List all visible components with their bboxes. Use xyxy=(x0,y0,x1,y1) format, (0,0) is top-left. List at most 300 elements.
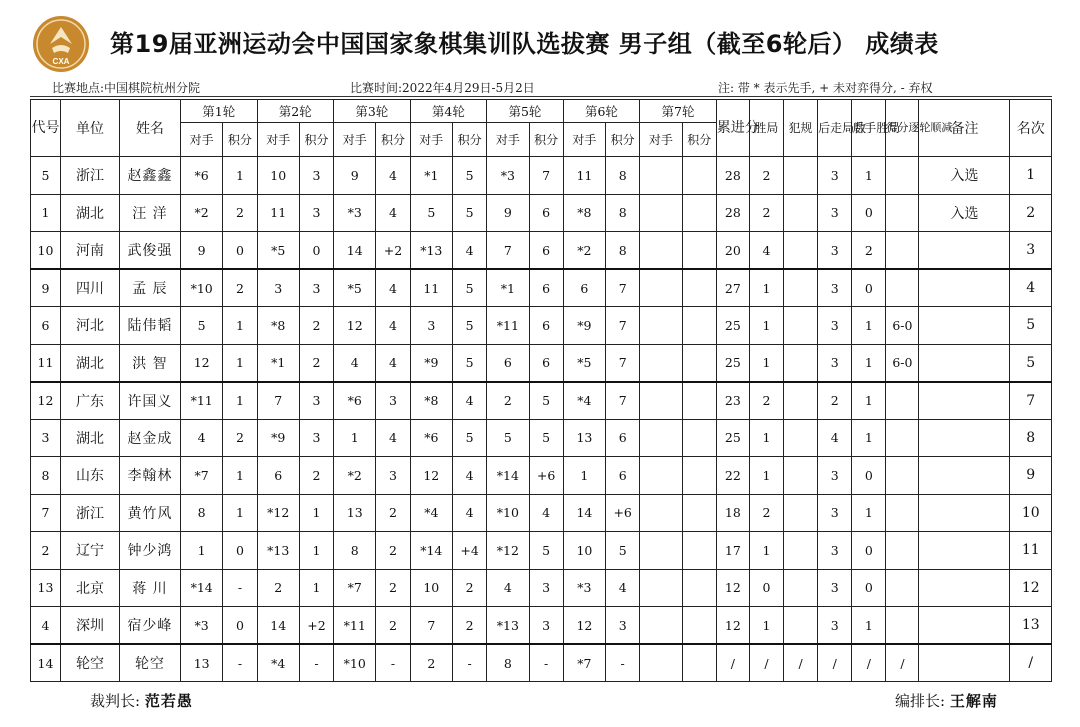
cell-opponent: 2 xyxy=(257,569,299,607)
cell-code: 5 xyxy=(31,157,61,195)
cell-score: 7 xyxy=(606,382,640,420)
cell-decrease: 6-0 xyxy=(886,307,919,345)
cell-rank: 12 xyxy=(1010,569,1052,607)
cell-opponent: *12 xyxy=(487,532,529,570)
cell-score: - xyxy=(376,644,410,682)
cell-opponent: 11 xyxy=(410,269,452,307)
cell-wins: 0 xyxy=(749,569,783,607)
header-score: 积分 xyxy=(682,123,716,157)
cell-score: 8 xyxy=(606,157,640,195)
cell-name: 轮空 xyxy=(119,644,180,682)
cell-opponent: *10 xyxy=(487,494,529,532)
cell-remark xyxy=(919,494,1010,532)
cell-opponent: 9 xyxy=(487,194,529,232)
cell-score xyxy=(682,457,716,495)
cell-opponent: 14 xyxy=(334,232,376,270)
cell-remark xyxy=(919,382,1010,420)
table-row xyxy=(31,194,1052,232)
cell-decrease: / xyxy=(886,644,919,682)
cell-score xyxy=(682,644,716,682)
header-score: 积分 xyxy=(223,123,257,157)
cell-opponent xyxy=(640,644,682,682)
cell-decrease xyxy=(886,607,919,645)
cell-total: 22 xyxy=(716,457,749,495)
cell-unit: 广东 xyxy=(60,382,119,420)
cell-opponent xyxy=(640,232,682,270)
table-row xyxy=(31,232,1052,270)
cell-score: 2 xyxy=(299,344,333,382)
cell-score: 5 xyxy=(606,532,640,570)
cell-name: 蒋 川 xyxy=(119,569,180,607)
cell-opponent: 7 xyxy=(410,607,452,645)
cell-opponent: 4 xyxy=(487,569,529,607)
cell-score: +2 xyxy=(299,607,333,645)
cell-name: 武俊强 xyxy=(119,232,180,270)
cell-second-wins: / xyxy=(852,644,886,682)
cell-code: 6 xyxy=(31,307,61,345)
cell-rank: 11 xyxy=(1010,532,1052,570)
cell-score: 5 xyxy=(453,194,487,232)
cell-score: 2 xyxy=(453,607,487,645)
cell-unit: 河北 xyxy=(60,307,119,345)
cell-score: 1 xyxy=(223,382,257,420)
cell-second-games: 3 xyxy=(818,232,852,270)
cell-wins: 2 xyxy=(749,194,783,232)
cell-rank: 1 xyxy=(1010,157,1052,195)
cell-wins: 1 xyxy=(749,419,783,457)
cell-decrease xyxy=(886,569,919,607)
cell-score: 7 xyxy=(606,269,640,307)
header-decrease: 得分逐轮顺减 xyxy=(886,100,919,157)
cell-rank: 3 xyxy=(1010,232,1052,270)
cell-score: 2 xyxy=(223,269,257,307)
cell-opponent: 10 xyxy=(563,532,605,570)
cell-unit: 浙江 xyxy=(60,157,119,195)
cell-remark: 入选 xyxy=(919,194,1010,232)
cell-score: 4 xyxy=(376,194,410,232)
cell-second-wins: 0 xyxy=(852,269,886,307)
cell-opponent: *11 xyxy=(487,307,529,345)
cell-opponent: 6 xyxy=(487,344,529,382)
header-round-2: 第2轮 xyxy=(257,100,334,123)
cell-total: 25 xyxy=(716,307,749,345)
cell-score: - xyxy=(529,644,563,682)
cell-opponent: *14 xyxy=(487,457,529,495)
cell-second-wins: 2 xyxy=(852,232,886,270)
header-round-4: 第4轮 xyxy=(410,100,487,123)
header-divider xyxy=(30,96,1052,97)
header-opponent: 对手 xyxy=(487,123,529,157)
cell-score: 0 xyxy=(223,532,257,570)
cell-rank: / xyxy=(1010,644,1052,682)
cell-rank: 2 xyxy=(1010,194,1052,232)
cell-opponent: *14 xyxy=(410,532,452,570)
cell-unit: 湖北 xyxy=(60,194,119,232)
cell-wins: 2 xyxy=(749,382,783,420)
cell-decrease xyxy=(886,457,919,495)
cell-wins: / xyxy=(749,644,783,682)
cell-score: +4 xyxy=(453,532,487,570)
cell-score: 0 xyxy=(299,232,333,270)
cell-remark xyxy=(919,569,1010,607)
cell-opponent: *3 xyxy=(334,194,376,232)
cell-opponent: 7 xyxy=(487,232,529,270)
cell-decrease xyxy=(886,494,919,532)
cell-score: 1 xyxy=(299,569,333,607)
cell-opponent: *13 xyxy=(487,607,529,645)
table-row xyxy=(31,269,1052,307)
cell-second-wins: 1 xyxy=(852,419,886,457)
cell-score: 7 xyxy=(529,157,563,195)
header-opponent: 对手 xyxy=(563,123,605,157)
cell-fouls xyxy=(784,457,818,495)
scheduler-signature-block xyxy=(895,690,998,712)
header-round-6: 第6轮 xyxy=(563,100,640,123)
cell-name: 许国义 xyxy=(119,382,180,420)
cell-opponent: 8 xyxy=(487,644,529,682)
cell-opponent: 13 xyxy=(334,494,376,532)
cell-fouls xyxy=(784,269,818,307)
cell-score xyxy=(682,607,716,645)
cell-name: 钟少鸿 xyxy=(119,532,180,570)
cell-second-wins: 0 xyxy=(852,457,886,495)
cell-opponent: 1 xyxy=(334,419,376,457)
cell-name: 陆伟韬 xyxy=(119,307,180,345)
cell-opponent: 12 xyxy=(334,307,376,345)
cell-total: 12 xyxy=(716,569,749,607)
cell-score xyxy=(682,569,716,607)
cell-decrease xyxy=(886,269,919,307)
cell-score: 4 xyxy=(376,419,410,457)
cell-score: 5 xyxy=(529,419,563,457)
cell-score xyxy=(682,494,716,532)
cell-decrease: 6-0 xyxy=(886,344,919,382)
cell-score: 3 xyxy=(299,157,333,195)
header-score: 积分 xyxy=(376,123,410,157)
cell-code: 14 xyxy=(31,644,61,682)
header-remark: 备注 xyxy=(919,100,1010,157)
cell-opponent xyxy=(640,569,682,607)
cell-second-games: / xyxy=(818,644,852,682)
cell-second-wins: 1 xyxy=(852,382,886,420)
cell-score: 7 xyxy=(606,307,640,345)
cell-score: 6 xyxy=(606,419,640,457)
cell-score: 0 xyxy=(223,607,257,645)
cell-opponent: 11 xyxy=(257,194,299,232)
cell-score: 6 xyxy=(529,269,563,307)
header-second-games: 后走局数 xyxy=(818,100,852,157)
cell-score: 2 xyxy=(223,194,257,232)
cell-wins: 2 xyxy=(749,494,783,532)
cell-unit: 轮空 xyxy=(60,644,119,682)
cell-opponent: *8 xyxy=(563,194,605,232)
table-row xyxy=(31,419,1052,457)
cell-opponent xyxy=(640,457,682,495)
cell-score: 1 xyxy=(223,307,257,345)
header-opponent: 对手 xyxy=(640,123,682,157)
referee-label: 裁判长: xyxy=(90,692,141,710)
cell-opponent xyxy=(640,157,682,195)
cell-name: 赵金成 xyxy=(119,419,180,457)
table-row xyxy=(31,457,1052,495)
cell-total: / xyxy=(716,644,749,682)
cell-code: 3 xyxy=(31,419,61,457)
cell-score: 6 xyxy=(529,307,563,345)
cell-fouls: / xyxy=(784,644,818,682)
cell-total: 28 xyxy=(716,157,749,195)
cell-score: 3 xyxy=(376,382,410,420)
cell-unit: 辽宁 xyxy=(60,532,119,570)
cell-remark xyxy=(919,419,1010,457)
cell-unit: 山东 xyxy=(60,457,119,495)
cell-opponent: *7 xyxy=(563,644,605,682)
cell-decrease xyxy=(886,232,919,270)
cell-second-games: 3 xyxy=(818,194,852,232)
cell-remark: 入选 xyxy=(919,157,1010,195)
cell-name: 李翰林 xyxy=(119,457,180,495)
cell-opponent: 3 xyxy=(410,307,452,345)
cell-score: 5 xyxy=(453,269,487,307)
cell-opponent: 13 xyxy=(563,419,605,457)
header-opponent: 对手 xyxy=(257,123,299,157)
cell-score: 4 xyxy=(453,457,487,495)
cell-score: 4 xyxy=(376,307,410,345)
cell-unit: 北京 xyxy=(60,569,119,607)
cell-wins: 4 xyxy=(749,232,783,270)
cell-second-games: 3 xyxy=(818,569,852,607)
referee-name: 范若愚 xyxy=(144,692,193,710)
cell-score: +6 xyxy=(529,457,563,495)
header-score: 积分 xyxy=(299,123,333,157)
cell-score: 5 xyxy=(453,344,487,382)
table-row xyxy=(31,607,1052,645)
cell-score xyxy=(682,194,716,232)
cell-score xyxy=(682,307,716,345)
cell-score: 4 xyxy=(376,157,410,195)
header-round-5: 第5轮 xyxy=(487,100,564,123)
header-score: 积分 xyxy=(529,123,563,157)
cell-score: 4 xyxy=(453,494,487,532)
cell-opponent: 12 xyxy=(180,344,222,382)
cell-score: 3 xyxy=(529,607,563,645)
cell-score: 1 xyxy=(299,494,333,532)
cell-second-wins: 1 xyxy=(852,157,886,195)
cell-total: 18 xyxy=(716,494,749,532)
cell-opponent: *6 xyxy=(180,157,222,195)
cell-score xyxy=(682,419,716,457)
cell-score: 3 xyxy=(376,457,410,495)
header-score: 积分 xyxy=(453,123,487,157)
cell-wins: 1 xyxy=(749,307,783,345)
cell-second-games: 3 xyxy=(818,344,852,382)
cell-opponent: 2 xyxy=(410,644,452,682)
cell-opponent: *8 xyxy=(257,307,299,345)
cell-name: 孟 辰 xyxy=(119,269,180,307)
cell-decrease xyxy=(886,157,919,195)
cell-fouls xyxy=(784,382,818,420)
cell-second-wins: 0 xyxy=(852,532,886,570)
cell-score xyxy=(682,344,716,382)
header-round-1: 第1轮 xyxy=(180,100,257,123)
cell-score: 3 xyxy=(529,569,563,607)
cell-rank: 13 xyxy=(1010,607,1052,645)
cell-opponent: *1 xyxy=(410,157,452,195)
cell-opponent: *7 xyxy=(334,569,376,607)
cell-name: 赵鑫鑫 xyxy=(119,157,180,195)
cell-opponent: 12 xyxy=(563,607,605,645)
cell-code: 11 xyxy=(31,344,61,382)
cell-opponent: *10 xyxy=(180,269,222,307)
cell-opponent: 1 xyxy=(563,457,605,495)
cell-second-wins: 1 xyxy=(852,494,886,532)
cell-score: 3 xyxy=(299,194,333,232)
cell-rank: 5 xyxy=(1010,344,1052,382)
cell-score: 2 xyxy=(299,457,333,495)
cell-score: 6 xyxy=(529,194,563,232)
cell-remark xyxy=(919,269,1010,307)
cell-unit: 浙江 xyxy=(60,494,119,532)
cell-opponent: *12 xyxy=(257,494,299,532)
results-table xyxy=(30,99,1052,682)
cell-opponent: *10 xyxy=(334,644,376,682)
cell-score: 1 xyxy=(299,532,333,570)
cell-wins: 1 xyxy=(749,269,783,307)
header-round-3: 第3轮 xyxy=(334,100,411,123)
cell-opponent: 2 xyxy=(487,382,529,420)
cell-opponent: 5 xyxy=(410,194,452,232)
cell-opponent: 8 xyxy=(180,494,222,532)
cell-name: 汪 洋 xyxy=(119,194,180,232)
cell-score: +6 xyxy=(606,494,640,532)
table-row xyxy=(31,494,1052,532)
cell-score: 4 xyxy=(529,494,563,532)
cell-score: 1 xyxy=(223,157,257,195)
cell-score: 5 xyxy=(453,419,487,457)
cell-rank: 10 xyxy=(1010,494,1052,532)
table-row xyxy=(31,157,1052,195)
cell-score: 2 xyxy=(376,494,410,532)
cell-second-wins: 1 xyxy=(852,344,886,382)
cell-fouls xyxy=(784,532,818,570)
table-row xyxy=(31,532,1052,570)
header-fouls: 犯规 xyxy=(784,100,818,157)
cell-opponent: *1 xyxy=(487,269,529,307)
header-opponent: 对手 xyxy=(410,123,452,157)
cell-opponent: *4 xyxy=(257,644,299,682)
table-row xyxy=(31,569,1052,607)
cell-opponent: *3 xyxy=(180,607,222,645)
cell-second-games: 3 xyxy=(818,307,852,345)
cell-opponent xyxy=(640,494,682,532)
cxa-association-emblem-icon xyxy=(32,15,90,73)
cell-opponent: *1 xyxy=(257,344,299,382)
header-second-wins: 后手胜局 xyxy=(852,100,886,157)
cell-rank: 7 xyxy=(1010,382,1052,420)
cell-second-games: 4 xyxy=(818,419,852,457)
page-title: 第19届亚洲运动会中国国家象棋集训队选拔赛 男子组（截至6轮后） 成绩表 xyxy=(110,30,939,58)
header-opponent: 对手 xyxy=(180,123,222,157)
cell-second-games: 3 xyxy=(818,532,852,570)
cell-score: 1 xyxy=(223,457,257,495)
cell-opponent: 3 xyxy=(257,269,299,307)
cell-opponent: 10 xyxy=(410,569,452,607)
cell-opponent: *5 xyxy=(334,269,376,307)
cell-score: 4 xyxy=(606,569,640,607)
cell-opponent: 6 xyxy=(257,457,299,495)
cell-score: 2 xyxy=(223,419,257,457)
cell-score: 3 xyxy=(299,382,333,420)
header-score: 积分 xyxy=(606,123,640,157)
cell-opponent: *6 xyxy=(334,382,376,420)
cell-score: 2 xyxy=(453,569,487,607)
cell-total: 25 xyxy=(716,344,749,382)
cell-score xyxy=(682,532,716,570)
cell-opponent: *2 xyxy=(180,194,222,232)
table-row xyxy=(31,382,1052,420)
cell-wins: 1 xyxy=(749,607,783,645)
cell-score: 1 xyxy=(223,494,257,532)
cell-score: 6 xyxy=(606,457,640,495)
table-row xyxy=(31,307,1052,345)
cell-opponent: 10 xyxy=(257,157,299,195)
cell-second-games: 3 xyxy=(818,494,852,532)
cell-opponent xyxy=(640,269,682,307)
cell-decrease xyxy=(886,382,919,420)
header-wins: 胜局 xyxy=(749,100,783,157)
cell-score: 4 xyxy=(453,232,487,270)
cell-opponent: *11 xyxy=(180,382,222,420)
cell-code: 7 xyxy=(31,494,61,532)
cell-second-wins: 1 xyxy=(852,307,886,345)
cell-opponent: 14 xyxy=(257,607,299,645)
cell-opponent: *2 xyxy=(563,232,605,270)
cell-score: - xyxy=(606,644,640,682)
cell-opponent xyxy=(640,344,682,382)
cell-score: 5 xyxy=(529,532,563,570)
cell-total: 17 xyxy=(716,532,749,570)
cell-second-wins: 0 xyxy=(852,194,886,232)
cell-opponent xyxy=(640,307,682,345)
cell-name: 宿少峰 xyxy=(119,607,180,645)
cell-opponent: 4 xyxy=(180,419,222,457)
cell-decrease xyxy=(886,532,919,570)
cell-name: 洪 智 xyxy=(119,344,180,382)
cell-score: 5 xyxy=(529,382,563,420)
cell-opponent: *13 xyxy=(410,232,452,270)
cell-opponent: 11 xyxy=(563,157,605,195)
cell-opponent: 14 xyxy=(563,494,605,532)
referee-signature-block xyxy=(90,690,193,712)
cell-decrease xyxy=(886,419,919,457)
cell-opponent: *2 xyxy=(334,457,376,495)
cell-opponent xyxy=(640,382,682,420)
cell-unit: 湖北 xyxy=(60,344,119,382)
cell-fouls xyxy=(784,344,818,382)
cell-remark xyxy=(919,307,1010,345)
cell-score xyxy=(682,157,716,195)
cell-fouls xyxy=(784,494,818,532)
cell-opponent: *6 xyxy=(410,419,452,457)
cell-remark xyxy=(919,644,1010,682)
header-opponent: 对手 xyxy=(334,123,376,157)
cell-score: 6 xyxy=(529,232,563,270)
cell-score: 8 xyxy=(606,232,640,270)
cell-total: 25 xyxy=(716,419,749,457)
cell-unit: 湖北 xyxy=(60,419,119,457)
cell-opponent: *4 xyxy=(563,382,605,420)
cell-opponent: 8 xyxy=(334,532,376,570)
cell-code: 8 xyxy=(31,457,61,495)
